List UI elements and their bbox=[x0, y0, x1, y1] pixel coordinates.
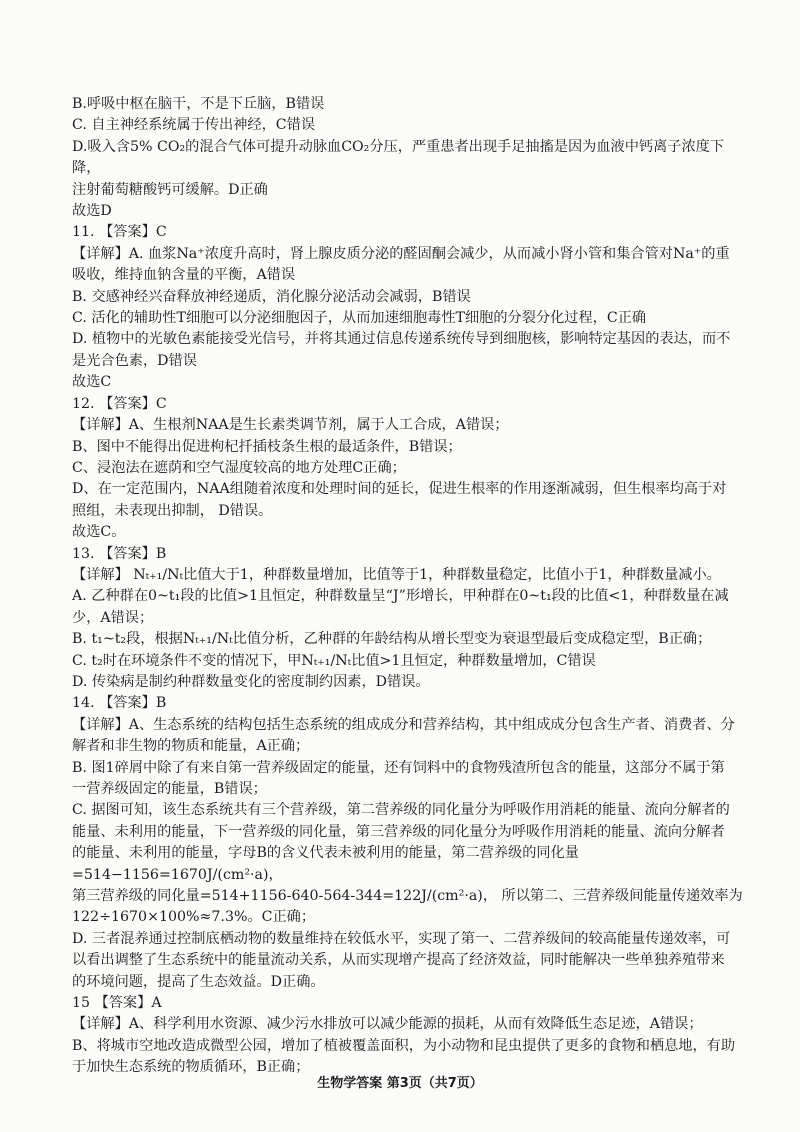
text-line: 第三营养级的同化量=514+1156-640-564-344=122J/(cm²·a)， 所以第二、三营养级间能量传递效率为 bbox=[72, 888, 743, 905]
text-line: C. 据图可知，该生态系统共有三个营养级，第二营养级的同化量分为呼吸作用消耗的能量、流向分解者的 bbox=[72, 802, 730, 819]
text-line: 故选C bbox=[72, 374, 112, 391]
text-line: B. t₁~t₂段，根据Nₜ₊₁/Nₜ比值分析，乙种群的年龄结构从增长型变为衰退型最后变成稳定型，B正确； bbox=[72, 631, 712, 648]
text-line: 一营养级固定的能量，B错误； bbox=[72, 781, 267, 797]
text-line: 故选D bbox=[72, 203, 112, 220]
text-line: 13. 【答案】B bbox=[72, 545, 167, 562]
text-line: 的能量、未利用的能量，字母B的含义代表未被利用的能量，第二营养级的同化量=514−1156=1670J/(cm²·a)， bbox=[72, 845, 579, 883]
text-line: C、浸泡法在遮荫和空气湿度较高的地方处理C正确； bbox=[72, 459, 406, 476]
text-line: C. t₂时在环境条件不变的情况下，甲Nₜ₊₁/Nₜ比值>1且恒定，种群数量增加，C错误 bbox=[72, 652, 596, 669]
text-line: 注射葡萄糖酸钙可缓解。D正确 bbox=[72, 181, 268, 198]
text-line: 能量、未利用的能量，下一营养级的同化量，第三营养级的同化量分为呼吸作用消耗的能量、流向分解者 bbox=[72, 823, 725, 840]
text-line: 的环境问题，提高了生态效益。D正确。 bbox=[72, 973, 325, 990]
text-line: 解者和非生物的物质和能量，A正确； bbox=[72, 738, 310, 755]
text-line: B. 交感神经兴奋释放神经递质，消化腺分泌活动会减弱，B错误 bbox=[72, 288, 471, 305]
text-line: 11. 【答案】C bbox=[72, 224, 167, 241]
text-line: B. 图1碎屑中除了有来自第一营养级固定的能量，还有饲料中的食物残渣所包含的能量，这部分不属于第 bbox=[72, 759, 725, 776]
text-line: 【详解】A. 血浆Na⁺浓度升高时，肾上腺皮质分泌的醛固酮会减少，从而减小肾小管和集合管对Na⁺的重 bbox=[72, 245, 730, 262]
text-line: 是光合色素，D错误 bbox=[72, 352, 197, 369]
text-line: B、图中不能得出促进枸杞扦插枝条生根的最适条件，B错误； bbox=[72, 438, 462, 455]
text-line: B、将城市空地改造成微型公园，增加了植被覆盖面积，为小动物和昆虫提供了更多的食物和栖息地，有助 bbox=[72, 1037, 736, 1054]
text-line: 吸收，维持血钠含量的平衡，A错误 bbox=[72, 267, 296, 284]
answer-text-body bbox=[72, 94, 744, 1079]
text-line: 122÷1670×100%≈7.3%。C正确； bbox=[72, 909, 316, 926]
text-line: 于加快生态系统的物质循环，B正确； bbox=[72, 1059, 310, 1076]
page-footer: 生物学答案 第3页（共7页） bbox=[317, 1076, 483, 1091]
text-line: 照组，未表现出抑制， D错误。 bbox=[72, 502, 273, 519]
text-line: D、在一定范围内，NAA组随着浓度和处理时间的延长，促进生根率的作用逐渐减弱，但生根率均高于对 bbox=[72, 481, 727, 498]
text-line: C. 活化的辅助性T细胞可以分泌细胞因子，从而加速细胞毒性T细胞的分裂分化过程，C正确 bbox=[72, 310, 647, 327]
text-line: 14. 【答案】B bbox=[72, 695, 167, 712]
text-line: 少，A错误； bbox=[72, 609, 154, 626]
text-line: D. 传染病是制约种群数量变化的密度制约因素，D错误。 bbox=[72, 673, 430, 690]
text-line: A. 乙种群在0~t₁段的比值>1且恒定，种群数量呈“J”形增长，甲种群在0~t₁段的比值<1，种群数量在减 bbox=[72, 588, 729, 605]
text-line: 12. 【答案】C bbox=[72, 395, 167, 412]
text-line: B.呼吸中枢在脑干，不是下丘脑，B错误 bbox=[72, 96, 325, 112]
text-line: 【详解】A、生根剂NAA是生长素类调节剂，属于人工合成，A错误； bbox=[72, 417, 509, 434]
text-line: 【详解】A、生态系统的结构包括生态系统的组成成分和营养结构，其中组成成分包含生产者、消费者、分 bbox=[72, 716, 735, 733]
text-line: 【详解】A、科学利用水资源、减少污水排放可以减少能源的损耗，从而有效降低生态足迹，A错误； bbox=[72, 1016, 703, 1033]
text-line: 故选C。 bbox=[72, 524, 126, 541]
text-line: D. 三者混养通过控制底栖动物的数量维持在较低水平，实现了第一、二营养级间的较高能量传递效率，可 bbox=[72, 930, 731, 947]
text-line: D.吸入含5% CO₂的混合气体可提升动脉血CO₂分压，严重患者出现手足抽搐是因为血液中钙离子浓度下降， bbox=[72, 138, 725, 177]
text-line: D. 植物中的光敏色素能接受光信号，并将其通过信息传递系统传导到细胞核，影响特定基因的表达，而不 bbox=[72, 331, 731, 348]
text-line: 以看出调整了生态系统中的能量流动关系，从而实现增产提高了经济效益，同时能解决一些单独养殖带来 bbox=[72, 952, 725, 969]
text-line: C. 自主神经系统属于传出神经，C错误 bbox=[72, 117, 316, 134]
text-line: 15 【答案】A bbox=[72, 995, 162, 1012]
text-line: 【详解】 Nₜ₊₁/Nₜ比值大于1，种群数量增加，比值等于1，种群数量稳定，比值小于1，种群数量减小。 bbox=[72, 566, 721, 583]
